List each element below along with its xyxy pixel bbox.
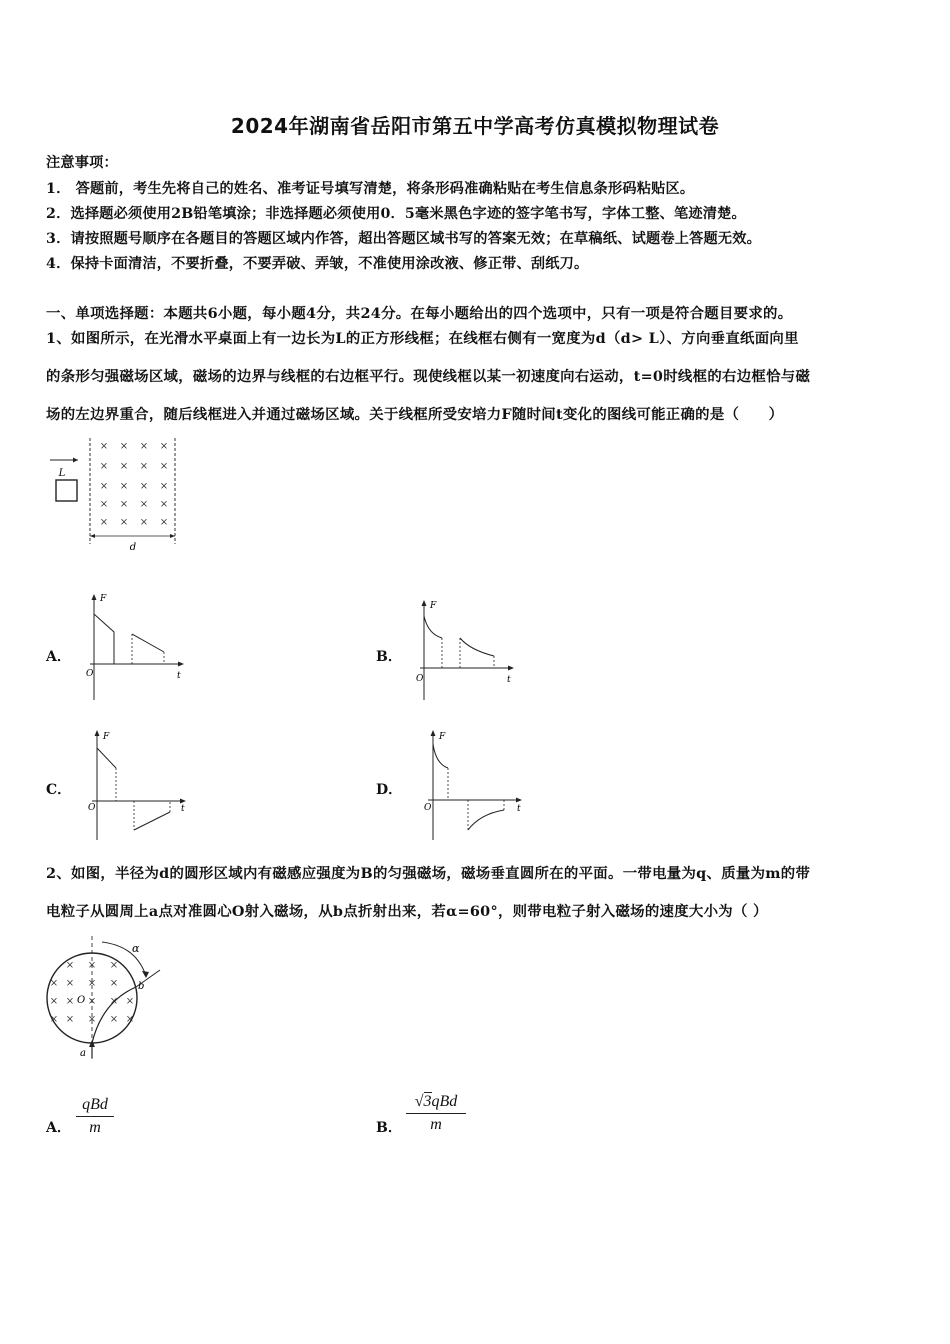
svg-text:F: F bbox=[100, 594, 107, 604]
svg-text:×: × bbox=[139, 481, 149, 492]
point-a-label: a bbox=[80, 1048, 86, 1059]
svg-text:×: × bbox=[119, 461, 129, 472]
svg-text:×: × bbox=[119, 517, 129, 528]
q2-option-a[interactable]: A． bbox=[46, 1120, 71, 1136]
svg-text:×: × bbox=[87, 996, 97, 1007]
svg-text:×: × bbox=[99, 499, 109, 510]
svg-text:×: × bbox=[87, 978, 97, 989]
svg-text:×: × bbox=[125, 1014, 135, 1025]
svg-text:×: × bbox=[99, 461, 109, 472]
svg-text:×: × bbox=[139, 441, 149, 452]
svg-text:O: O bbox=[416, 674, 424, 684]
q2-option-b[interactable]: B． bbox=[376, 1120, 402, 1136]
svg-text:×: × bbox=[159, 499, 169, 510]
svg-text:×: × bbox=[87, 1014, 97, 1025]
svg-text:×: × bbox=[125, 996, 135, 1007]
q1-option-b[interactable]: B． bbox=[376, 649, 402, 665]
q1-graph-a bbox=[80, 590, 190, 702]
svg-text:×: × bbox=[49, 1014, 59, 1025]
q2-circle-figure bbox=[40, 932, 170, 1062]
q1-option-c[interactable]: C． bbox=[46, 782, 72, 798]
q2-option-b-fraction: √3qBd m bbox=[406, 1093, 466, 1134]
svg-text:O: O bbox=[88, 803, 96, 813]
svg-text:×: × bbox=[99, 517, 109, 528]
q1-line-3: 场的左边界重合，随后线框进入并通过磁场区域。关于线框所受安培力F随时间t变化的图线可能正确的是（ ） bbox=[46, 406, 784, 423]
svg-text:O: O bbox=[86, 669, 94, 679]
svg-text:F: F bbox=[439, 732, 446, 742]
svg-text:t: t bbox=[517, 804, 521, 814]
svg-text:×: × bbox=[119, 499, 129, 510]
svg-text:×: × bbox=[99, 441, 109, 452]
notice-item-3: 3．请按照题号顺序在各题目的答题区域内作答，超出答题区域书写的答案无效；在草稿纸、试题卷上答题无效。 bbox=[46, 231, 762, 247]
page-title: 2024年湖南省岳阳市第五中学高考仿真模拟物理试卷 bbox=[230, 114, 720, 138]
notice-item-1: 1． 答题前，考生先将自己的姓名、准考证号填写清楚，将条形码准确粘贴在考生信息条形码粘贴区。 bbox=[46, 181, 695, 197]
q1-line-2: 的条形匀强磁场区域，磁场的边界与线框的右边框平行。现使线框以某一初速度向右运动，t=0时线框的右边框恰与磁 bbox=[46, 368, 811, 385]
svg-text:×: × bbox=[159, 441, 169, 452]
svg-text:×: × bbox=[159, 481, 169, 492]
q1-field-figure bbox=[44, 432, 194, 556]
svg-text:×: × bbox=[139, 517, 149, 528]
q2-option-a-fraction: qBd m bbox=[76, 1096, 114, 1137]
svg-text:×: × bbox=[109, 996, 119, 1007]
svg-text:×: × bbox=[139, 499, 149, 510]
svg-text:×: × bbox=[87, 960, 97, 971]
q1-graph-b bbox=[410, 596, 520, 702]
svg-text:F: F bbox=[430, 601, 437, 611]
side-label: L bbox=[58, 468, 66, 479]
svg-text:×: × bbox=[109, 960, 119, 971]
field-crosses bbox=[100, 441, 168, 528]
q1-option-d[interactable]: D． bbox=[376, 782, 403, 798]
q1-line-1: 1、如图所示，在光滑水平桌面上有一边长为L的正方形线框；在线框右侧有一宽度为d（d> L）、方向垂直纸面向里 bbox=[46, 330, 799, 347]
notice-item-4: 4．保持卡面清洁，不要折叠，不要弄破、弄皱，不准使用涂改液、修正带、刮纸刀。 bbox=[46, 256, 589, 272]
svg-text:t: t bbox=[181, 804, 185, 814]
svg-text:×: × bbox=[119, 481, 129, 492]
svg-text:t: t bbox=[177, 671, 181, 681]
svg-text:×: × bbox=[109, 1014, 119, 1025]
svg-text:O: O bbox=[424, 803, 432, 813]
square-frame bbox=[56, 480, 77, 501]
svg-text:×: × bbox=[139, 461, 149, 472]
svg-text:t: t bbox=[507, 675, 511, 685]
svg-text:×: × bbox=[65, 996, 75, 1007]
svg-text:×: × bbox=[65, 978, 75, 989]
svg-text:F: F bbox=[103, 732, 110, 742]
svg-text:×: × bbox=[49, 978, 59, 989]
point-b-label: b bbox=[138, 981, 145, 992]
center-label: O bbox=[77, 995, 86, 1006]
svg-text:×: × bbox=[159, 461, 169, 472]
q2-line-1: 2、如图，半径为d的圆形区域内有磁感应强度为B的匀强磁场，磁场垂直圆所在的平面。一带电量为q、质量为m的带 bbox=[46, 865, 811, 882]
svg-text:×: × bbox=[65, 960, 75, 971]
notice-item-2: 2．选择题必须使用2B铅笔填涂；非选择题必须使用0．5毫米黑色字迹的签字笔书写，字体工整、笔迹清楚。 bbox=[46, 206, 746, 222]
notice-heading: 注意事项： bbox=[46, 155, 118, 171]
q2-line-2: 电粒子从圆周上a点对准圆心O射入磁场，从b点折射出来，若α=60°，则带电粒子射入磁场的速度大小为（ ） bbox=[46, 903, 768, 920]
svg-text:×: × bbox=[65, 1014, 75, 1025]
q1-option-a[interactable]: A． bbox=[46, 649, 71, 665]
alpha-label: α bbox=[132, 942, 140, 955]
svg-text:×: × bbox=[49, 996, 59, 1007]
q1-graph-d bbox=[416, 726, 528, 842]
section-heading: 一、单项选择题：本题共6小题，每小题4分，共24分。在每小题给出的四个选项中，只有一项是符合题目要求的。 bbox=[46, 305, 793, 322]
svg-text:×: × bbox=[109, 978, 119, 989]
svg-text:×: × bbox=[159, 517, 169, 528]
svg-text:×: × bbox=[119, 441, 129, 452]
width-label: d bbox=[129, 542, 137, 553]
q1-graph-c bbox=[80, 726, 192, 842]
svg-text:×: × bbox=[99, 481, 109, 492]
